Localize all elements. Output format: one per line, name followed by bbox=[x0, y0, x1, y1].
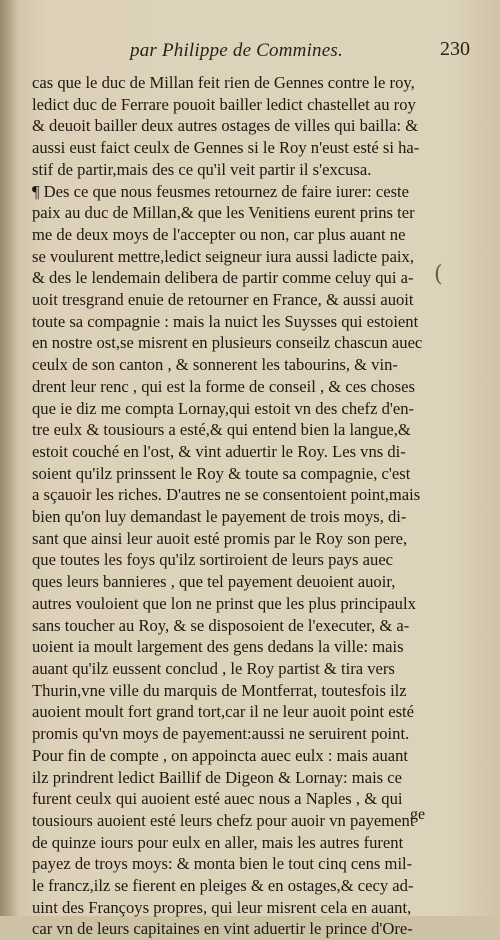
text-line: a sçauoir les riches. D'autres ne se consentoient point,mais bbox=[32, 485, 421, 505]
text-line: drent leur renc , qui est la forme de conseil , & ces choses bbox=[32, 376, 415, 396]
text-line: sans toucher au Roy, & se disposoient de l'executer, & a- bbox=[32, 615, 410, 635]
text-line: sant que ainsi leur auoit esté promis par le Roy son pere, bbox=[32, 528, 408, 548]
text-line: se voulurent mettre,ledict seigneur iura aussi ladicte paix, bbox=[32, 246, 414, 266]
text-line: ¶ Des ce que nous feusmes retournez de faire iurer: ceste bbox=[32, 181, 410, 201]
text-line: auant qu'ilz eussent conclud , le Roy partist & tira vers bbox=[32, 658, 395, 678]
text-line: uoient ia moult largement des gens dedans la ville: mais bbox=[32, 637, 404, 657]
text-line: soient qu'ilz prinssent le Roy & toute sa compagnie, c'est bbox=[32, 463, 411, 483]
text-line: ilz prindrent ledict Baillif de Digeon & Lornay: mais ce bbox=[32, 767, 403, 787]
text-line: auoient moult fort grand tort,car il ne leur auoit point esté bbox=[32, 702, 415, 722]
text-line: Pour fin de compte , on appoincta auec eulx : mais auant bbox=[32, 745, 409, 765]
text-line: de quinze iours pour eulx en aller, mais les autres furent bbox=[32, 832, 404, 852]
text-line: & des le lendemain delibera de partir comme celuy qui a- bbox=[32, 268, 414, 288]
text-line: & deuoit bailler deux autres ostages de villes qui bailla: & bbox=[32, 116, 419, 136]
page-header bbox=[130, 40, 470, 66]
text-line: autres vouloient que lon ne prinst que les plus principaulx bbox=[32, 593, 416, 613]
text-line: toute sa compagnie : mais la nuict les Suysses qui estoient bbox=[32, 311, 419, 331]
text-line: Thurin,vne ville du marquis de Montferrat, toutesfois ilz bbox=[32, 680, 407, 700]
text-line: ceulx de son canton , & sonnerent les tabourins, & vin- bbox=[32, 355, 398, 375]
text-line: bien qu'on luy demandast le payement de trois moys, di- bbox=[32, 507, 407, 527]
text-line: paix au duc de Millan,& que les Venitiens eurent prins ter bbox=[32, 203, 415, 223]
text-line: me de deux moys de l'accepter ou non, car plus auant ne bbox=[32, 224, 406, 244]
text-line: ledict duc de Ferrare pouoit bailler ledict chastellet au roy bbox=[32, 94, 416, 114]
text-line: que ie diz me compta Lornay,qui estoit vn des chefz d'en- bbox=[32, 398, 415, 418]
text-line: estoit couché en l'ost, & vint aduertir le Roy. Les vns di- bbox=[32, 441, 406, 461]
text-line: tousiours auoient esté leurs chefz pour auoir vn payement bbox=[32, 810, 415, 830]
text-line: car vn de leurs capitaines en vint aduertir le prince d'Ore- bbox=[32, 919, 413, 939]
folio-number: 230 bbox=[440, 38, 470, 60]
gutter-shadow bbox=[0, 0, 18, 916]
text-line: payez de troys moys: & monta bien le tout cinq cens mil- bbox=[32, 854, 413, 874]
catchword: ge bbox=[410, 806, 426, 823]
text-line: en nostre ost,se misrent en plusieurs conseilz chascun auec bbox=[32, 333, 423, 353]
running-title: par Philippe de Commines. bbox=[130, 40, 343, 61]
margin-mark: ( bbox=[434, 262, 443, 287]
text-line: que toutes les foys qu'ilz sortiroient de leurs pays auec bbox=[32, 550, 394, 570]
text-line: aussi eust faict ceulx de Gennes si le Roy n'eust esté si ha- bbox=[32, 138, 420, 158]
text-line: uoit tresgrand enuie de retourner en France, & aussi auoit bbox=[32, 290, 414, 310]
text-line: furent ceulx qui auoient esté auec nous a Naples , & qui bbox=[32, 789, 403, 809]
text-line: promis qu'vn moys de payement:aussi ne seruirent point. bbox=[32, 724, 410, 744]
body-text bbox=[32, 72, 430, 940]
text-line: cas que le duc de Millan feit rien de Gennes contre le roy, bbox=[32, 73, 415, 92]
text-line: tre eulx & tousiours a esté,& qui entend bien la langue,& bbox=[32, 420, 411, 440]
text-line: ques leurs bannieres , que tel payement deuoient auoir, bbox=[32, 572, 396, 592]
text-line: stif de partir,mais des ce qu'il veit partir il s'excusa. bbox=[32, 159, 372, 179]
text-line: uint des Françoys propres, qui leur misrent cela en auant, bbox=[32, 897, 412, 917]
text-line: le francz,ilz se fierent en pleiges & en ostages,& cecy ad- bbox=[32, 876, 414, 896]
